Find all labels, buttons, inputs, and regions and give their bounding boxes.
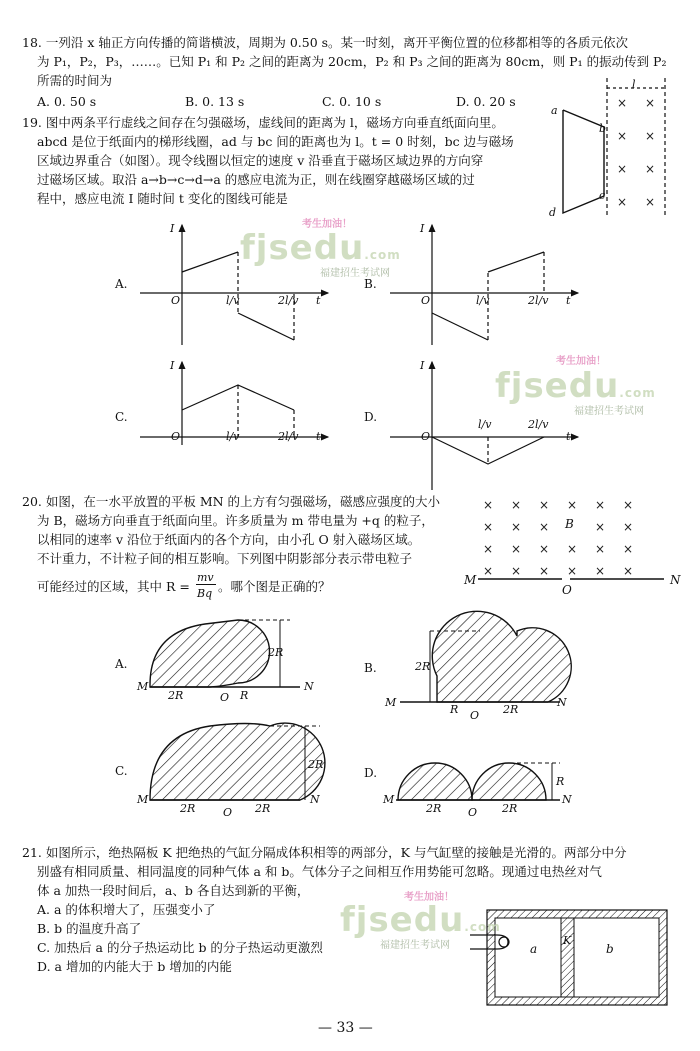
q21-line1: 21. 如图所示，绝热隔板 K 把绝热的气缸分隔成体积相等的两部分，K 与气缸壁的接触是光滑的。两部分中分 [22, 845, 627, 860]
q20-line5a: 可能经过的区域，其中 R = [37, 579, 190, 594]
q19-line5: 程中，感应电流 I 随时间 t 变化的图线可能是 [37, 191, 288, 206]
q19-label-b: b [599, 122, 607, 135]
q20-fig-b: B [565, 517, 574, 531]
q20d-n: N [562, 793, 572, 806]
q20-option-a-letter: A. [115, 657, 128, 671]
watermark-logo: fjsedu.com [240, 228, 401, 268]
q20d-height: R [556, 775, 565, 788]
q21-line3: 体 a 加热一段时间后，a、b 各自达到新的平衡， [37, 883, 310, 898]
q19c-axis-i: I [170, 359, 175, 372]
q20b-height: 2R [415, 660, 431, 673]
svg-text:×: × [594, 564, 606, 578]
svg-text:×: × [510, 520, 522, 534]
watermark-sub-3: 福建招生考试网 [380, 940, 450, 951]
q21-line2: 别盛有相同质量、相同温度的同种气体 a 和 b。气体分子之间相互作用势能可忽略。现通过电热丝对气 [37, 864, 602, 879]
q19-option-d-letter: D. [364, 410, 378, 424]
q19a-axis-i: I [170, 222, 175, 235]
q19b-tick-2lv: 2l/v [528, 294, 549, 307]
q20b-m: M [385, 696, 397, 709]
watermark-sub-2: 福建招生考试网 [574, 406, 644, 417]
q20-line2: 为 B，磁场方向垂直于纸面向里。许多质量为 m 带电量为 +q 的粒子， [37, 513, 434, 528]
q20-option-b-letter: B. [364, 661, 377, 675]
svg-text:×: × [538, 564, 550, 578]
svg-text:×: × [594, 520, 606, 534]
watermark-sub: 福建招生考试网 [320, 268, 390, 279]
q21-option-c: C. 加热后 a 的分子热运动比 b 的分子热运动更激烈 [37, 940, 323, 955]
q19-line1: 19. 图中两条平行虚线之间存在匀强磁场，虚线间的距离为 l，磁场方向垂直纸面向里。 [22, 115, 504, 130]
q19-option-b-letter: B. [364, 277, 377, 291]
svg-text:×: × [538, 520, 550, 534]
watermark-slogan: 考生加油！ [302, 219, 352, 230]
q19-option-a-letter: A. [115, 277, 128, 291]
svg-text:×: × [566, 564, 578, 578]
q20c-n: N [310, 793, 320, 806]
q21-option-a: A. a 的体积增大了，压强变小了 [37, 902, 216, 917]
q21-fig-k: K [563, 934, 572, 947]
svg-text:×: × [644, 96, 656, 110]
svg-text:×: × [538, 498, 550, 512]
q20d-m: M [383, 793, 395, 806]
q19b-axis-i: I [420, 222, 425, 235]
svg-text:×: × [644, 195, 656, 209]
q19d-origin: O [421, 430, 431, 443]
q20d-2r-right: 2R [502, 802, 518, 815]
svg-text:×: × [622, 498, 634, 512]
q19d-tick-2lv: 2l/v [528, 418, 549, 431]
svg-text:×: × [566, 542, 578, 556]
q19d-tick-lv: l/v [478, 418, 492, 431]
q20b-r: R [450, 703, 459, 716]
svg-text:×: × [510, 498, 522, 512]
svg-text:×: × [616, 96, 628, 110]
q18-option-a: A. 0. 50 s [37, 94, 97, 109]
q19b-tick-lv: l/v [476, 294, 490, 307]
q20b-o: O [470, 709, 480, 722]
q21-fig-b: b [606, 942, 614, 956]
q19c-tick-lv: l/v [226, 430, 240, 443]
q20a-o: O [220, 691, 230, 704]
q19-label-c: c [599, 189, 606, 202]
q21-fig-a: a [530, 942, 538, 956]
q20-line3: 以相同的速率 v 沿位于纸面内的各个方向，由小孔 O 射入磁场区域。 [37, 532, 421, 547]
svg-text:×: × [482, 542, 494, 556]
svg-text:×: × [510, 564, 522, 578]
svg-text:×: × [644, 162, 656, 176]
q21-option-d: D. a 增加的内能大于 b 增加的内能 [37, 959, 232, 974]
q19a-tick-lv: l/v [226, 294, 240, 307]
q20a-r: R [240, 689, 249, 702]
q19c-axis-t: t [316, 430, 321, 443]
q20-line5b: 。哪个图是正确的？ [218, 579, 331, 594]
watermark-logo-3: fjsedu.com [340, 900, 501, 940]
svg-text:×: × [482, 498, 494, 512]
q20d-o: O [468, 806, 478, 819]
svg-text:×: × [622, 520, 634, 534]
q20c-height: 2R [308, 758, 324, 771]
svg-text:×: × [538, 542, 550, 556]
q20a-m: M [137, 680, 149, 693]
q20-option-d-letter: D. [364, 766, 378, 780]
q20-option-c-letter: C. [115, 764, 128, 778]
q20-line4: 不计重力，不计粒子间的相互影响。下列图中阴影部分表示带电粒子 [37, 551, 413, 566]
q20c-2r-left: 2R [180, 802, 196, 815]
svg-text:×: × [622, 564, 634, 578]
watermark-slogan-2: 考生加油！ [556, 356, 606, 367]
q19-line4: 过磁场区域。取沿 a→b→c→d→a 的感应电流为正，则在线圈穿越磁场区域的过 [37, 172, 475, 187]
q19d-axis-t: t [566, 430, 571, 443]
q19d-axis-i: I [420, 359, 425, 372]
svg-text:×: × [594, 542, 606, 556]
q20-fig-m: M [464, 573, 477, 587]
q20a-height: 2R [268, 646, 284, 659]
svg-text:×: × [622, 542, 634, 556]
q20b-n: N [557, 696, 567, 709]
svg-text:×: × [482, 564, 494, 578]
svg-text:×: × [616, 195, 628, 209]
q18-option-c: C. 0. 10 s [322, 94, 382, 109]
svg-text:×: × [644, 129, 656, 143]
q18-line2: 为 P₁，P₂，P₃，……。已知 P₁ 和 P₂ 之间的距离为 20cm，P₂ 和 P₃ 之间的距离为 80cm，则 P₁ 的振动传到 P₂ [37, 54, 667, 69]
q19a-tick-2lv: 2l/v [278, 294, 299, 307]
q20c-2r-right: 2R [255, 802, 271, 815]
q19-label-l: l [632, 78, 636, 91]
q19-line3: 区域边界重合（如图）。现令线圈以恒定的速度 v 沿垂直于磁场区域边界的方向穿 [37, 153, 484, 168]
watermark-logo-2: fjsedu.com [495, 366, 656, 406]
q19a-axis-t: t [316, 294, 321, 307]
q19-option-c-letter: C. [115, 410, 128, 424]
q19-line2: abcd 是位于纸面内的梯形线圈，ad 与 bc 间的距离也为 l。t = 0 时刻，bc 边与磁场 [37, 134, 514, 149]
q20c-m: M [137, 793, 149, 806]
q20b-2r: 2R [503, 703, 519, 716]
svg-text:×: × [616, 129, 628, 143]
q20c-o: O [223, 806, 233, 819]
q20-fig-o: O [562, 583, 572, 597]
q20a-2r: 2R [168, 689, 184, 702]
svg-text:×: × [510, 542, 522, 556]
q20-line1: 20. 如图，在一水平放置的平板 MN 的上方有匀强磁场，磁感应强度的大小 [22, 494, 441, 509]
q19-label-d: d [549, 206, 557, 219]
q20-frac-den: Bq [197, 587, 213, 600]
q18-option-d: D. 0. 20 s [456, 94, 516, 109]
svg-text:×: × [616, 162, 628, 176]
q20-fig-n: N [670, 573, 681, 587]
q19b-origin: O [421, 294, 431, 307]
q19a-origin: O [171, 294, 181, 307]
q19c-origin: O [171, 430, 181, 443]
q20-frac-num: mv [197, 571, 214, 584]
q18-line1: 18. 一列沿 x 轴正方向传播的简谐横波，周期为 0.50 s。某一时刻，离开平衡位置的位移都相等的各质元依次 [22, 35, 629, 50]
page-number: — 33 — [318, 1020, 373, 1036]
q19b-axis-t: t [566, 294, 571, 307]
svg-text:×: × [566, 498, 578, 512]
q21-option-b: B. b 的温度升高了 [37, 921, 142, 936]
svg-text:×: × [594, 498, 606, 512]
q19c-tick-2lv: 2l/v [278, 430, 299, 443]
q18-option-b: B. 0. 13 s [185, 94, 245, 109]
q19-label-a: a [551, 104, 558, 117]
svg-text:×: × [482, 520, 494, 534]
watermark-slogan-3: 考生加油！ [404, 892, 454, 903]
q20d-2r-left: 2R [426, 802, 442, 815]
q18-line3: 所需的时间为 [37, 73, 113, 88]
q20a-n: N [304, 680, 314, 693]
